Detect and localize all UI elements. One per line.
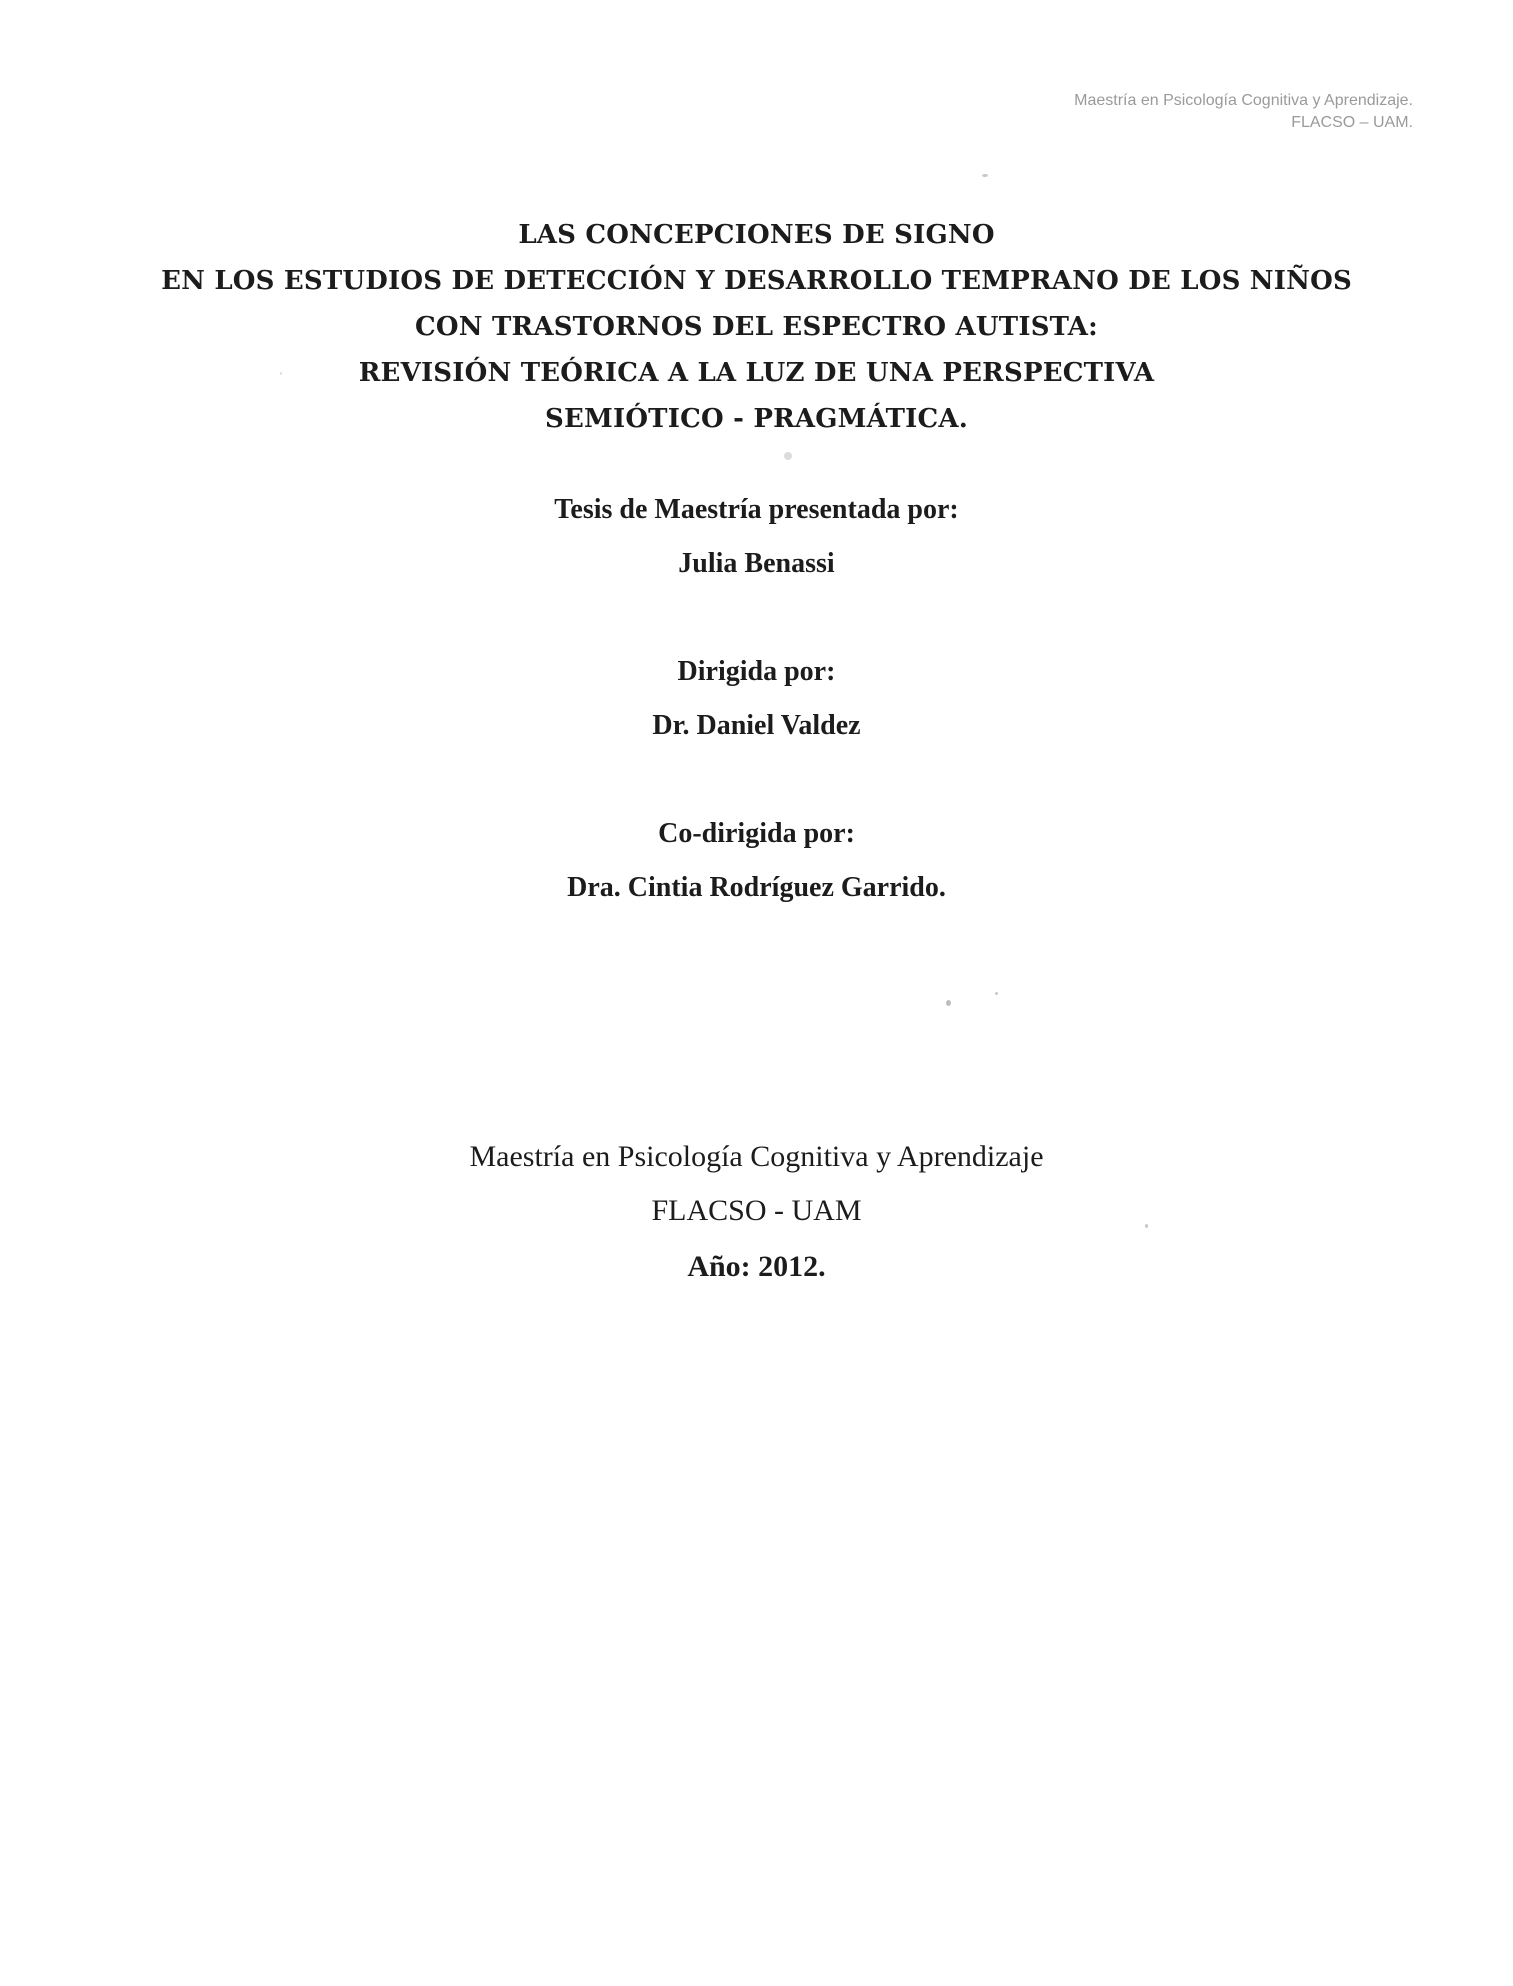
title-line-4: REVISIÓN TEÓRICA A LA LUZ DE UNA PERSPECTIVA bbox=[358, 358, 1155, 388]
header-note bbox=[1074, 90, 1413, 134]
directed-by-label: Dirigida por: bbox=[677, 656, 836, 687]
author-name: Julia Benassi bbox=[678, 548, 835, 579]
title-line-5: SEMIÓTICO - PRAGMÁTICA. bbox=[544, 404, 969, 434]
scan-speck bbox=[280, 372, 282, 375]
scan-speck bbox=[784, 452, 792, 460]
scan-speck bbox=[946, 1000, 951, 1006]
header-note-institution: FLACSO – UAM. bbox=[1291, 114, 1413, 131]
thesis-title bbox=[0, 212, 1513, 442]
scan-speck bbox=[995, 992, 998, 995]
title-line-1: LAS CONCEPCIONES DE SIGNO bbox=[518, 220, 995, 250]
scan-speck bbox=[1145, 1224, 1148, 1228]
year: Año: 2012. bbox=[687, 1250, 826, 1283]
codirected-by-label: Co-dirigida por: bbox=[658, 818, 855, 849]
header-note-program: Maestría en Psicología Cognitiva y Aprendizaje. bbox=[1074, 92, 1413, 109]
institution-name: FLACSO - UAM bbox=[651, 1194, 862, 1227]
scan-speck bbox=[982, 174, 988, 177]
presented-by-label: Tesis de Maestría presentada por: bbox=[554, 494, 959, 525]
director-name: Dr. Daniel Valdez bbox=[652, 710, 861, 741]
codirector-name: Dra. Cintia Rodríguez Garrido. bbox=[567, 872, 946, 903]
program-name: Maestría en Psicología Cognitiva y Aprendizaje bbox=[469, 1140, 1044, 1173]
title-line-2: EN LOS ESTUDIOS DE DETECCIÓN Y DESARROLLO TEMPRANO DE LOS NIÑOS bbox=[161, 266, 1352, 296]
title-line-3: CON TRASTORNOS DEL ESPECTRO AUTISTA: bbox=[415, 312, 1098, 342]
